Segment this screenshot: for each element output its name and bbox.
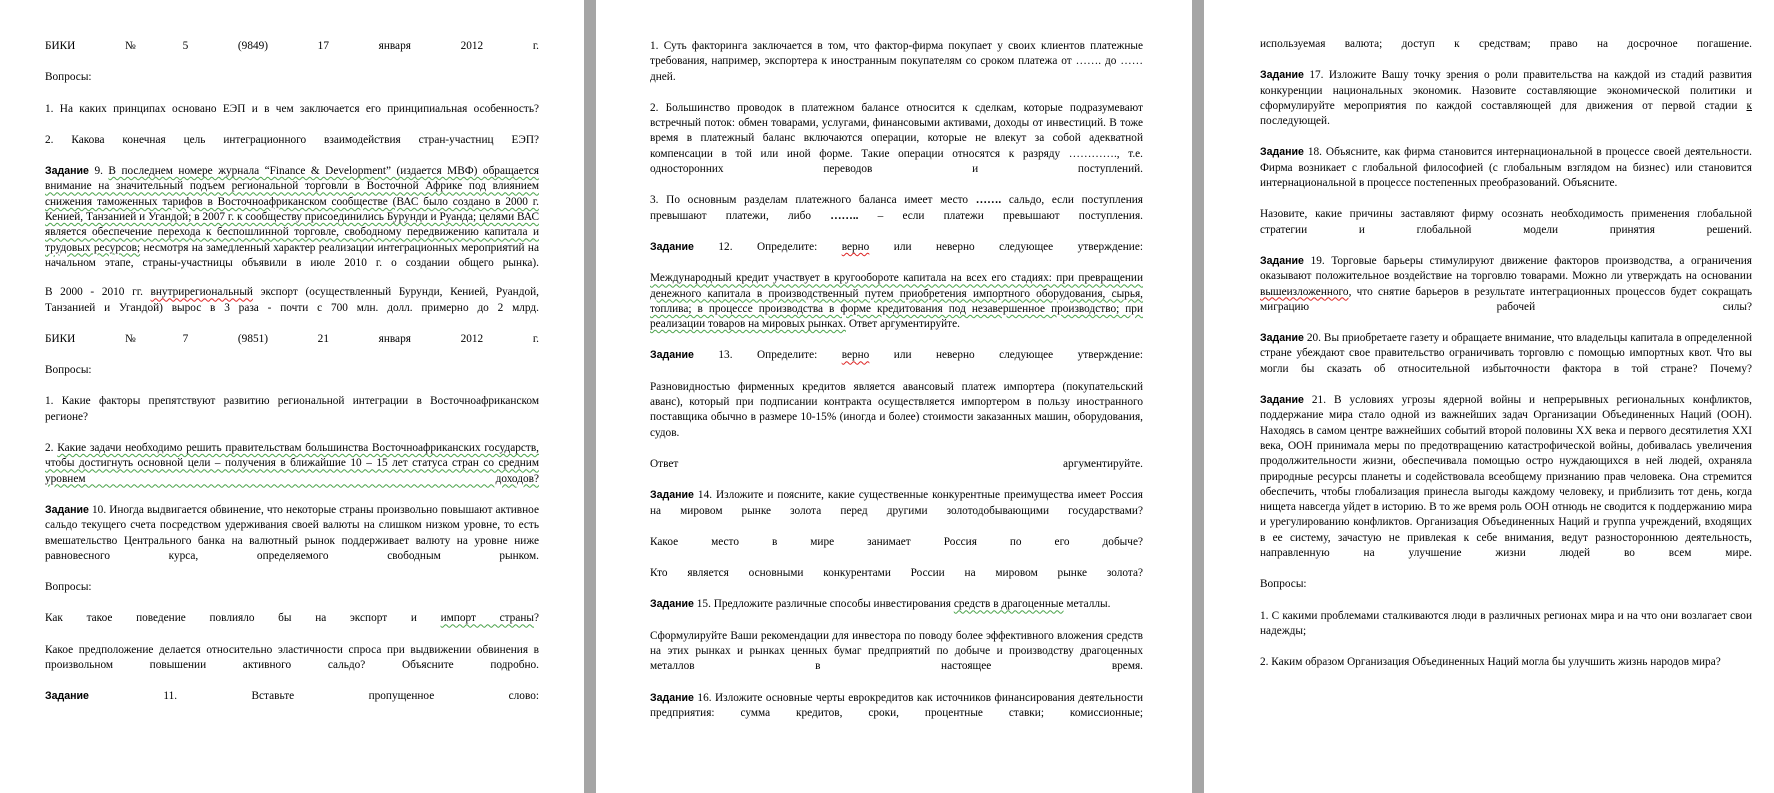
paragraph	[45, 164, 539, 271]
paragraph: Какое предположение делается относительно эластичности спроса при выдвижении обвинения в произвольном повышении активного сальдо? Объясните подробно.	[45, 643, 539, 672]
paragraph: Назовите, какие причины заставляют фирму осознать необходимость применения глобальной стратегии и глобальной модели принятия решений.	[1260, 208, 1752, 236]
paragraph: 2. Каким образом Организация Объединенных Наций могла бы улучшить жизнь народов мира?	[1260, 656, 1721, 669]
paragraph: БИКИ №5 (9849) 17 января 2012 г.	[45, 40, 539, 52]
text: 3. По основным разделам платежного баланса имеет место	[650, 194, 976, 207]
grammar-flagged-text: средств в драгоценные	[953, 598, 1064, 611]
document-page-3	[1204, 0, 1774, 793]
text: – если платежи превышают поступления.	[858, 209, 1144, 222]
text: ?	[533, 612, 539, 625]
text: Ответ аргументируйте.	[846, 318, 960, 331]
paragraph	[45, 611, 539, 626]
paragraph: Вопросы:	[1260, 578, 1307, 591]
paragraph: 1. Какие факторы препятствуют развитию региональной интеграции в Восточноафриканском регионе?	[45, 395, 539, 423]
paragraph	[1260, 254, 1752, 315]
task-label: Задание	[45, 165, 89, 178]
spell-flagged-word: внутрирегиональный	[150, 286, 253, 299]
paragraph	[650, 240, 1143, 255]
grammar-flagged-text: В последнем номере журнала “Finance & Development” (издается МВФ) обращается внимание на значительный подъем региональной торговли в Восточной Африке под влиянием снижения таможенных тарифов в Восточноафриканском сообществе (ВАС было создано в 2000 г. Кенией, Танзанией и Угандой; в 2007 г. к сообществу присоединились Бурунди и Руанда; целями ВАС является обеспечение перехода к беспошлинной торговле, свободному передвижению капитала и трудовых ресурсов;	[45, 165, 539, 254]
text: экспорт (осуществленный Бурунди, Кенией, Руандой, Танзанией и Угандой) вырос в 3 раза - почти с 700 млн. долл. примерно до 2 млрд.	[45, 286, 539, 314]
text: 20. Вы приобретаете газету и обращаете внимание, что владельцы капитала в определенной стране убеждают свое правительство ограничивать торговлю с помощью импортных квот. Что вы могли бы сказать об относительной избыточности фактора в той стране? Почему?	[1260, 332, 1752, 375]
task-label: Задание	[650, 240, 694, 253]
paragraph: Вопросы:	[45, 581, 92, 594]
paragraph	[1260, 145, 1752, 191]
task-label: Задание	[650, 349, 694, 362]
text: 14. Изложите и поясните, какие существенные конкурентные преимущества имеет Россия на мировом рынке золота перед другими золотодобывающими государствами?	[650, 489, 1143, 517]
paragraph: Кто является основными конкурентами России на мировом рынке золота?	[650, 567, 1143, 580]
paragraph	[650, 193, 1143, 224]
paragraph	[45, 285, 539, 316]
underlined-word: к	[1746, 99, 1752, 112]
text: последующей.	[1260, 115, 1330, 128]
text: 2.	[45, 442, 58, 455]
paragraph	[650, 348, 1143, 363]
text: сальдо, если поступления превышают платежи, либо	[650, 194, 1143, 222]
grammar-flagged-text: Какие задачи необходимо решить правительствам большинства Восточноафриканских государств, чтобы достигнуть основной цели – получения в ближайшие 10 – 15 лет статуса стран со средним уровнем доходов?	[45, 442, 539, 485]
task-number: 9.	[88, 165, 109, 178]
spell-flagged-word: вышеизложенного	[1260, 285, 1349, 298]
text: несмотря на замедленный характер реализации интеграционных мероприятий на начальном этапе, страны-участницы объявили в июле 2010 г. о создании общего рынка).	[45, 241, 539, 269]
text: 16. Изложите основные черты еврокредитов как источников финансирования деятельности предприятия: сумма кредитов, сроки, процентные ставки; комиссионные;	[650, 691, 1143, 719]
blank-dots: …….	[975, 194, 1002, 207]
text: металлы.	[1063, 598, 1111, 611]
paragraph	[1260, 68, 1752, 129]
paragraph: используемая валюта; доступ к средствам; право на досрочное погашение.	[1260, 38, 1752, 50]
paragraph: 1. Суть факторинга заключается в том, что фактор-фирма покупает у своих клиентов платежные требования, например, экспортера к иностранным покупателям со сроком платежа от ……. до …… дней.	[650, 40, 1143, 83]
text: 19. Торговые барьеры стимулируют движение факторов производства, а ограничения оказывают положительное воздействие на торговлю товарами. Можно ли утверждать на основании	[1260, 254, 1752, 283]
paragraph	[1260, 331, 1752, 377]
task-label: Задание	[650, 489, 694, 502]
paragraph: Какое место в мире занимает Россия по его добыче?	[650, 535, 1143, 548]
paragraph: 1. На каких принципах основано ЕЭП и в чем заключается его принципиальная особенность?	[45, 102, 539, 115]
task-label: Задание	[45, 690, 89, 703]
grammar-flagged-text: Международный кредит участвует в кругообороте капитала на всех его стадиях: при превращении денежного капитала в производственный путем приобретения импортного оборудования, сырья, топлива; в процессе производства в форме кредитования под незавершенное производство; при реализации товаров на мировых рынках.	[650, 272, 1143, 331]
blank-dots: ……..	[830, 209, 859, 222]
paragraph: Сформулируйте Ваши рекомендации для инвестора по поводу более эффективного вложения средств на этих рынках и рынках ценных бумаг предприятий по добыче и производству драгоценных металлов в настоящее время.	[650, 629, 1143, 673]
document-page-2	[596, 0, 1192, 793]
paragraph: Вопросы:	[45, 364, 92, 377]
paragraph: БИКИ №7 (9851) 21 января 2012 г.	[45, 332, 539, 345]
task-label: Задание	[45, 503, 89, 516]
paragraph	[45, 689, 539, 704]
task-label: Задание	[1260, 254, 1304, 267]
paragraph	[650, 488, 1143, 519]
text: или неверно следующее утверждение:	[869, 349, 1143, 362]
text: 13. Определите:	[693, 349, 842, 362]
paragraph	[1260, 393, 1752, 561]
paragraph: 1. С какими проблемами сталкиваются люди в различных регионах мира и на что они возлагает свои надежды;	[1260, 609, 1752, 637]
task-label: Задание	[1260, 332, 1304, 345]
text: Как такое поведение повлияло бы на экспорт и	[45, 612, 441, 625]
task-label: Задание	[650, 598, 694, 611]
text: , что снятие барьеров в результате интеграционных процессов будет сокращать миграцию рабочей силы?	[1260, 285, 1752, 313]
paragraph: Разновидностью фирменных кредитов является авансовый платеж импортера (покупательский аванс), который при подписании контракта осуществляется импортером в пользу иностранного поставщика обычно в размере 10-15% (иногда и более) стоимости заказанных машин, оборудования, судов.	[650, 380, 1143, 439]
text: 15. Предложите различные способы инвестирования	[693, 598, 954, 611]
paragraph: Ответ аргументируйте.	[650, 457, 1143, 470]
task-label: Задание	[1260, 146, 1304, 159]
paragraph: 2. Большинство проводок в платежном балансе относится к сделкам, которые подразумевают встречный поток: обмен товарами, услугами, финансовыми активами, доходы от инвестиций. В тоже время в платежный баланс включаются операции, которые не влекут за собой адекватной компенсации в той или иной форме. Такие операции относятся к разряду …………., т.е. односторонних переводов и поступлений.	[650, 101, 1143, 176]
task-label: Задание	[650, 691, 694, 704]
document-page-1	[0, 0, 584, 793]
grammar-flagged-text: импорт страны	[440, 612, 534, 625]
paragraph: 2. Какова конечная цель интеграционного взаимодействия стран-участниц ЕЭП?	[45, 133, 539, 146]
task-label: Задание	[1260, 69, 1304, 82]
text: В 2000 - 2010 гг.	[45, 286, 151, 299]
text: 10. Иногда выдвигается обвинение, что некоторые страны произвольно повышают активное сальдо текущего счета посредством удерживания своей валюты на слишком низком уровне, то есть вмешательство Центрального банка на валютный рынок поддерживает валюту на уровне ниже равновесного курса, определяемого свободным рынком.	[45, 503, 539, 562]
paragraph	[45, 503, 539, 564]
text: 12. Определите:	[693, 240, 842, 253]
paragraph: Вопросы:	[45, 71, 92, 84]
text: или неверно следующее утверждение:	[869, 240, 1143, 253]
text: 11. Вставьте пропущенное слово:	[88, 690, 539, 703]
text: 17. Изложите Вашу точку зрения о роли правительства на каждой из стадий развития конкуренции национальных экономик. Назовите составляющие экономической политики и сформулируйте мероприятия по каждой составляющей для движения от первой стадии	[1260, 69, 1752, 112]
spell-flagged-word: верно	[841, 240, 870, 253]
spell-flagged-word: верно	[841, 349, 870, 362]
task-label: Задание	[1260, 394, 1304, 407]
paragraph	[650, 691, 1143, 722]
paragraph	[45, 441, 539, 487]
paragraph	[650, 597, 1143, 612]
text: 21. В условиях угрозы ядерной войны и непрерывных региональных конфликтов, поддержание мира стало одной из важнейших задач Организации Объединенных Наций (ООН). Находясь в самом центре важнейших событий второй половины XX века и первого десятилетия XXI века, ООН принимала меры по предотвращению катастрофической войны, добивалась увеличения продолжительности жизни, обеспечивала помощью остро нуждающихся в ней людей, охраняла природные ресурсы планеты и содействовала всеобщему признанию прав человека. Она стремится обеспечить, чтобы глобализация принесла выгоды каждому человеку, и приблизить тот день, когда нищета навсегда уйдет в историю. В то же время роль ООН отнюдь не сводится к поддержанию мира и урегулированию конфликтов. Организация Объединенных Наций и группа учреждений, входящих в ее систему, зачастую не привлекая к себе внимания, ведут разностороннюю деятельность, направленную на улучшение жизни людей во всем мире.	[1260, 394, 1752, 560]
paragraph	[650, 271, 1143, 332]
text: 18. Объясните, как фирма становится интернациональной в процессе своей деятельности. Фирма возникает с глобальной философией (с глобальным взглядом на бизнес) или становится интернациональной в процессе постепенных преобразований. Объясните.	[1260, 146, 1752, 190]
